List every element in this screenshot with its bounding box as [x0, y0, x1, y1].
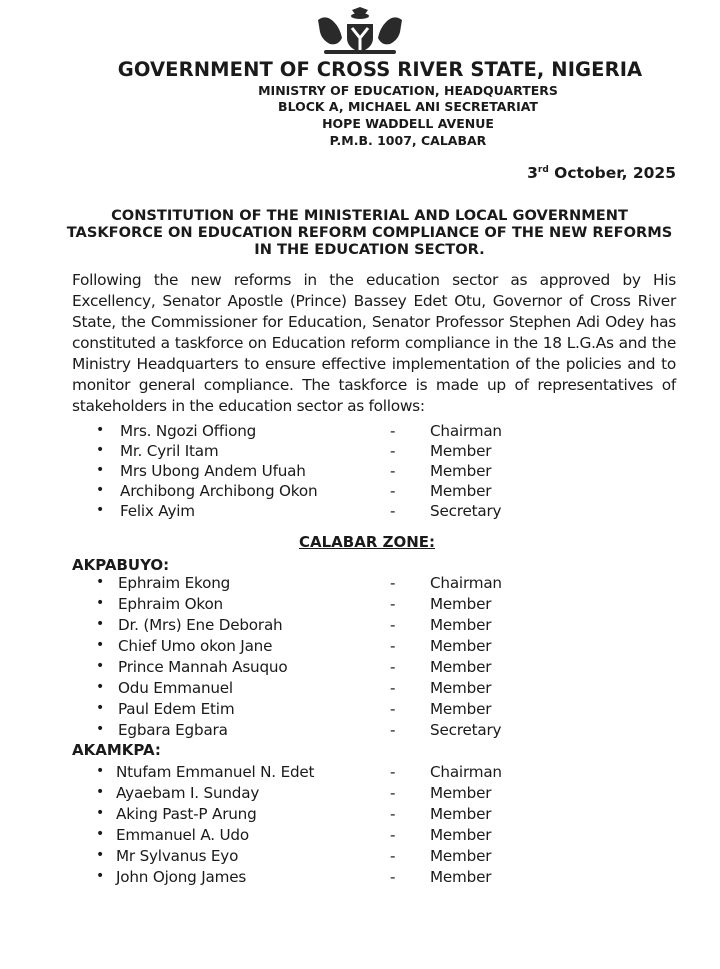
- body-paragraph: Following the new reforms in the education sector as approved by His Excellency, Senator Apostle (Prince) Bassey Edet Otu, Governor of Cross River State, the Commissioner for Education, Senator Professor Stephen Adi Odey has constituted a taskforce on Education reform compliance in the 18 L.G.As and the Ministry Headquarters to ensure effective implementation of the policies and to monitor general compliance. The taskforce is made up of representatives of stakeholders in the education sector as follows:: [72, 271, 676, 415]
- document-date: 3rd October, 2025: [527, 164, 676, 182]
- lga-heading: AKPABUYO:: [72, 556, 170, 574]
- coat-of-arms-icon: [300, 6, 420, 58]
- address-line: BLOCK A, MICHAEL ANI SECRETARIAT: [278, 99, 538, 114]
- address-line: MINISTRY OF EDUCATION, HEADQUARTERS: [258, 83, 558, 98]
- zone-heading: CALABAR ZONE:: [299, 533, 436, 551]
- address-line: P.M.B. 1007, CALABAR: [329, 133, 487, 148]
- government-title: GOVERNMENT OF CROSS RIVER STATE, NIGERIA: [117, 58, 643, 81]
- lga-heading: AKAMKPA:: [72, 741, 161, 759]
- document-heading: CONSTITUTION OF THE MINISTERIAL AND LOCAL GOVERNMENT TASKFORCE ON EDUCATION REFORM COMPLIANCE OF THE NEW REFORMS IN THE EDUCATION SECTOR.: [66, 207, 673, 258]
- address-line: HOPE WADDELL AVENUE: [322, 116, 494, 131]
